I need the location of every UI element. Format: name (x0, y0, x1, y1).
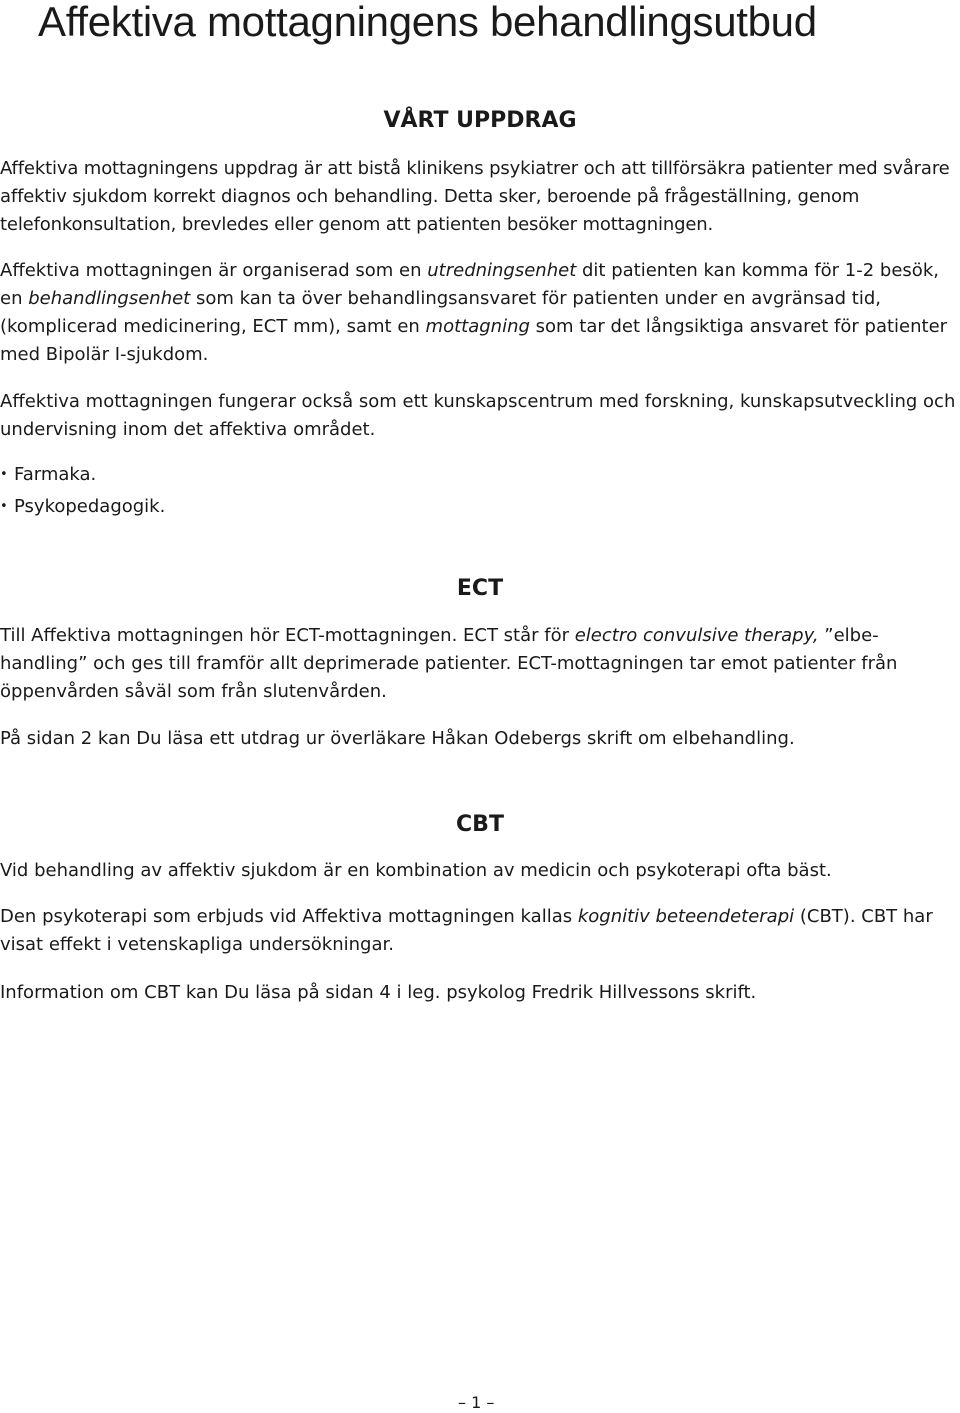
section-heading-ect: ECT (456, 576, 504, 601)
section-heading-uppdrag: VÅRT UPPDRAG (383, 108, 577, 133)
paragraph-cbt-reference: Information om CBT kan Du läsa på sidan 4 i leg. psykolog Fredrik Hillvessons skrift. (0, 982, 757, 1003)
page-title: Affektiva mottagningens behandlingsutbud (38, 0, 817, 45)
paragraph-uppdrag-intro: Affektiva mottagningens uppdrag är att bistå klinikens psykiatrer och att tillförsäkra patienter med svårare affektiv sjukdom korrekt diagnos och behandling. Detta sker, beroende på frågeställning, genom telefonkonsultation, brevledes eller genom att patienten besöker mottagningen. (0, 158, 950, 235)
bullet-list (0, 459, 165, 523)
paragraph-cbt-intro: Vid behandling av affektiv sjukdom är en kombination av medicin och psykoterapi ofta bäst. (0, 860, 832, 881)
paragraph-kunskapscentrum: Affektiva mottagningen fungerar också som ett kunskapscentrum med forskning, kunskapsutveckling och undervisning inom det affektiva området. (0, 391, 956, 440)
paragraph-ect: Till Affektiva mottagningen hör ECT-mottagningen. ECT står för electro convulsive therapy, ”elbe-handling” och ges till framför allt deprimerade patienter. ECT-mottagningen tar emot patienter från öppenvården såväl som från slutenvården. (0, 625, 898, 702)
paragraph-cbt-definition: Den psykoterapi som erbjuds vid Affektiva mottagningen kallas kognitiv beteendeterapi (CBT). CBT har visat effekt i vetenskapliga undersökningar. (0, 906, 933, 955)
list-item: • Psykopedagogik. (0, 491, 165, 523)
list-item: • Farmaka. (0, 459, 165, 491)
paragraph-organisation: Affektiva mottagningen är organiserad som en utredningsenhet dit patienten kan komma för 1-2 besök, en behandlingsenhet som kan ta över behandlingsansvaret för patienten under en avgränsad tid, (komplicerad medicinering, ECT mm), samt en mottagning som tar det långsiktiga ansvaret för patienter med Bipolär I-sjukdom. (0, 260, 948, 365)
section-heading-cbt: CBT (456, 812, 504, 837)
page-number: – 1 – (458, 1393, 495, 1412)
paragraph-ect-reference: På sidan 2 kan Du läsa ett utdrag ur överläkare Håkan Odebergs skrift om elbehandling. (0, 728, 795, 749)
